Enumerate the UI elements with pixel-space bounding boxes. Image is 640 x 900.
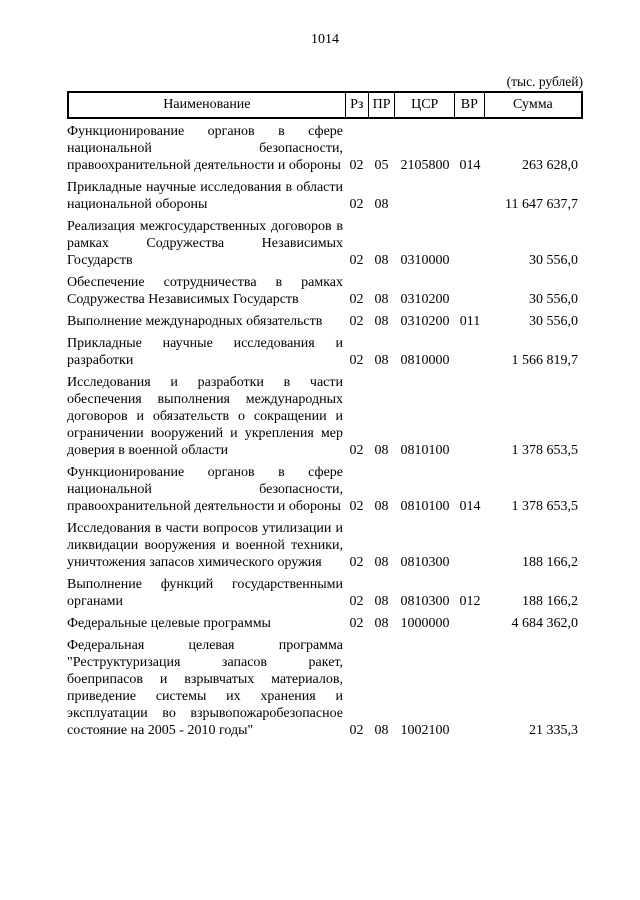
row-sum: 1 566 819,7 xyxy=(511,353,578,368)
row-csr-code: 1002100 xyxy=(400,723,450,738)
row-name: Прикладные научные исследования и разработки xyxy=(67,336,343,368)
row-rz-code: 02 xyxy=(349,197,364,212)
row-vr-code: 012 xyxy=(459,594,481,609)
row-sum: 4 684 362,0 xyxy=(511,616,578,631)
row-name: Реализация межгосударственных договоров в рамках Содружества Независимых Государств xyxy=(67,219,343,268)
table-row xyxy=(67,313,583,330)
row-rz-code: 02 xyxy=(349,616,364,631)
row-pr-code: 08 xyxy=(374,253,389,268)
table-row xyxy=(67,374,583,459)
row-csr-code: 0310200 xyxy=(400,314,450,329)
table-header-row xyxy=(67,91,583,119)
row-name: Исследования и разработки в части обеспечения выполнения международных договоров и обязательств о сокращении и ограничении вооружений и укрепления мер доверия в военной области xyxy=(67,375,343,458)
row-name: Прикладные научные исследования в области национальной обороны xyxy=(67,180,343,212)
row-name: Функционирование органов в сфере национальной безопасности, правоохранительной деятельности и обороны xyxy=(67,124,343,173)
row-name: Функционирование органов в сфере национальной безопасности, правоохранительной деятельности и обороны xyxy=(67,465,343,514)
table-row xyxy=(67,179,583,213)
row-pr-code: 08 xyxy=(374,443,389,458)
row-pr-code: 08 xyxy=(374,723,389,738)
row-csr-code: 0810000 xyxy=(400,353,450,368)
row-sum: 21 335,3 xyxy=(529,723,578,738)
row-sum: 188 166,2 xyxy=(522,594,578,609)
row-rz-code: 02 xyxy=(349,443,364,458)
row-vr-code: 011 xyxy=(459,314,481,329)
row-pr-code: 08 xyxy=(374,292,389,307)
table-body xyxy=(67,123,583,739)
row-pr-code: 08 xyxy=(374,353,389,368)
row-rz-code: 02 xyxy=(349,253,364,268)
row-pr-code: 08 xyxy=(374,594,389,609)
row-sum: 188 166,2 xyxy=(522,555,578,570)
budget-table xyxy=(67,91,583,739)
row-rz-code: 02 xyxy=(349,555,364,570)
row-csr-code: 2105800 xyxy=(400,158,450,173)
table-row xyxy=(67,123,583,174)
row-sum: 30 556,0 xyxy=(529,314,578,329)
row-csr-code: 0810300 xyxy=(400,555,450,570)
column-header-csr: ЦСР xyxy=(394,93,454,117)
table-row xyxy=(67,615,583,632)
row-name: Выполнение функций государственными органами xyxy=(67,577,343,609)
column-header-rz: Рз xyxy=(345,93,368,117)
row-pr-code: 08 xyxy=(374,197,389,212)
table-row xyxy=(67,576,583,610)
row-rz-code: 02 xyxy=(349,158,364,173)
table-row xyxy=(67,218,583,269)
row-sum: 1 378 653,5 xyxy=(511,499,578,514)
row-name: Федеральные целевые программы xyxy=(67,616,271,631)
row-csr-code: 0310000 xyxy=(400,253,450,268)
table-row xyxy=(67,274,583,308)
row-csr-code: 1000000 xyxy=(400,616,450,631)
row-pr-code: 05 xyxy=(374,158,389,173)
row-name: Исследования в части вопросов утилизации и ликвидации вооружения и военной техники, уничтожения запасов химического оружия xyxy=(67,521,343,570)
row-pr-code: 08 xyxy=(374,314,389,329)
row-rz-code: 02 xyxy=(349,594,364,609)
row-name: Обеспечение сотрудничества в рамках Содружества Независимых Государств xyxy=(67,275,343,307)
column-header-pr: ПР xyxy=(368,93,395,117)
row-pr-code: 08 xyxy=(374,555,389,570)
row-csr-code: 0310200 xyxy=(400,292,450,307)
row-rz-code: 02 xyxy=(349,499,364,514)
row-sum: 30 556,0 xyxy=(529,292,578,307)
table-row xyxy=(67,335,583,369)
row-rz-code: 02 xyxy=(349,314,364,329)
column-header-sum: Сумма xyxy=(484,93,581,117)
row-pr-code: 08 xyxy=(374,616,389,631)
units-note: (тыс. рублей) xyxy=(506,74,583,89)
row-vr-code: 014 xyxy=(459,499,481,514)
table-row xyxy=(67,520,583,571)
row-sum: 1 378 653,5 xyxy=(511,443,578,458)
row-csr-code: 0810300 xyxy=(400,594,450,609)
row-sum: 30 556,0 xyxy=(529,253,578,268)
row-pr-code: 08 xyxy=(374,499,389,514)
table-row xyxy=(67,637,583,739)
row-rz-code: 02 xyxy=(349,723,364,738)
page-number: 1014 xyxy=(311,32,339,47)
row-vr-code: 014 xyxy=(459,158,481,173)
row-rz-code: 02 xyxy=(349,292,364,307)
row-name: Выполнение международных обязательств xyxy=(67,314,323,329)
table-row xyxy=(67,464,583,515)
column-header-name: Наименование xyxy=(163,97,251,112)
row-sum: 263 628,0 xyxy=(522,158,578,173)
row-csr-code: 0810100 xyxy=(400,499,450,514)
row-rz-code: 02 xyxy=(349,353,364,368)
row-csr-code: 0810100 xyxy=(400,443,450,458)
row-sum: 11 647 637,7 xyxy=(505,197,578,212)
column-header-vr: ВР xyxy=(454,93,484,117)
row-name: Федеральная целевая программа "Реструктуризация запасов ракет, боеприпасов и взрывчатых материалов, приведение системы их хранения и эксплуатации во взрывопожаробезопасное состояние на 2005 - 2010 годы" xyxy=(67,638,343,738)
